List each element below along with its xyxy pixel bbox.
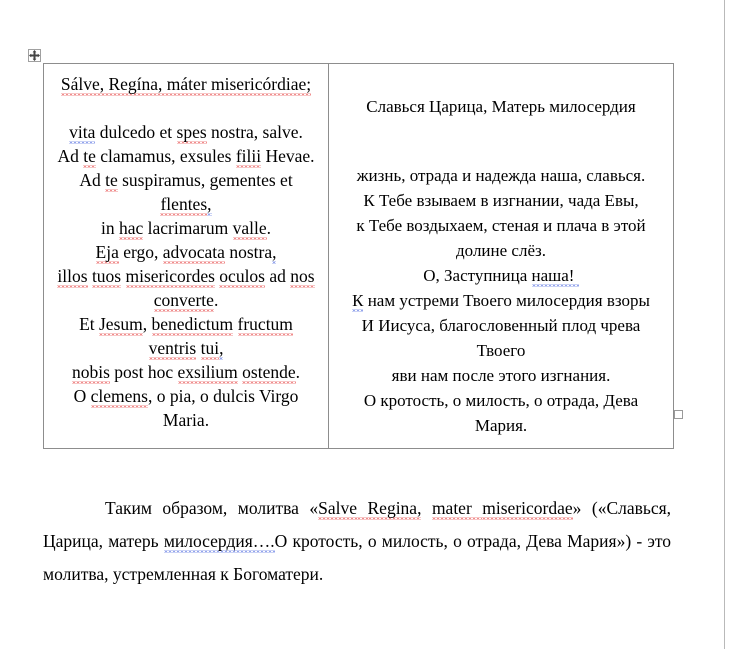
paragraph-segment-14: кротость,	[292, 531, 363, 551]
table-row	[44, 64, 674, 449]
latin-word-ventris: ventris	[148, 338, 197, 358]
latin-line-10: converte.	[153, 290, 219, 310]
russian-line-4: К Тебе взываем в изгнании, чада Евы,	[363, 191, 639, 210]
latin-line-3: vita dulcedo et spes nostra, salve.	[69, 122, 303, 142]
russian-line-2-blank	[335, 119, 667, 141]
latin-word-illos: illos	[57, 266, 88, 286]
russian-line-1: Славься Царица, Матерь милосердия	[366, 97, 636, 116]
latin-word-nos: nos	[290, 266, 315, 286]
latin-word-te-2: te	[105, 170, 118, 190]
latin-word-te: te	[83, 146, 96, 166]
russian-line-9: И Иисуса, благословенный плод чрева	[361, 316, 641, 335]
paragraph-segment-10: Царица,	[43, 531, 104, 551]
latin-word-exsilium: exsilium	[177, 362, 238, 382]
latin-word-valle: valle	[232, 218, 267, 238]
latin-line-1	[50, 72, 322, 96]
russian-line-0-blank	[335, 72, 667, 94]
paragraph-segment-1: Таким образом, молитва «	[105, 498, 319, 518]
russian-line-12: О кротость, о милость, о отрада, Дева	[363, 391, 639, 410]
russian-line-10: Твоего	[476, 341, 526, 360]
latin-line-14: O clemens, o pia, o dulcis Virgo	[73, 386, 299, 406]
latin-word-jesum: Jesum	[99, 314, 143, 334]
paragraph-latin-regina: Regina,	[367, 498, 422, 518]
paragraph-space-1	[357, 498, 367, 520]
latin-line-6	[50, 192, 322, 216]
latin-line-15: Maria.	[162, 410, 210, 430]
latin-line-2-blank	[50, 96, 322, 120]
latin-line-5: Ad te suspiramus, gementes et	[79, 170, 293, 190]
prayer-table	[43, 63, 674, 449]
paragraph-segment-13: О	[274, 531, 288, 551]
body-paragraph[interactable]	[43, 492, 671, 591]
paragraph-latin-mater: mater	[431, 498, 472, 518]
latin-line-11: Et Jesum, benedictum fructum	[79, 314, 293, 334]
latin-word-filii: filii	[235, 146, 262, 166]
table-cell-russian[interactable]	[329, 64, 674, 449]
russian-line-13: Мария.	[474, 416, 528, 435]
latin-line-13: nobis post hoc exsilium ostende.	[71, 362, 300, 382]
russian-line-8: К нам устреми Твоего милосердия взоры	[352, 291, 650, 310]
paragraph-segment-15: о	[367, 531, 377, 551]
latin-word-clemens: clemens	[90, 386, 148, 406]
paragraph-latin-salve: Salve	[318, 498, 358, 518]
latin-word-hac: hac	[118, 218, 144, 238]
move-cross-icon	[29, 50, 40, 61]
russian-word-nasha: наша!	[531, 266, 579, 285]
latin-word-benedictum: benedictum	[151, 314, 234, 334]
latin-comma-1: ,	[207, 194, 212, 214]
paragraph-segment-20: Мария»)	[567, 531, 632, 551]
latin-word-oculos: oculos	[219, 266, 265, 286]
paragraph-segment-21: - это молитва, устремленная к Богоматери.	[43, 531, 672, 584]
table-move-handle[interactable]	[28, 49, 41, 62]
latin-line-12	[50, 336, 322, 360]
latin-word-misericordes: misericordes	[125, 266, 215, 286]
table-cell-latin[interactable]	[44, 64, 329, 449]
russian-line-7: О, Заступница наша!	[423, 266, 579, 285]
russian-line-5: к Тебе воздыхаем, стеная и плача в этой	[356, 216, 646, 235]
latin-word-advocata: advocata	[162, 242, 225, 262]
russian-line-11: яви нам после этого изгнания.	[391, 366, 611, 385]
latin-word-nobis: nobis	[71, 362, 110, 382]
russian-word-k: К	[352, 291, 364, 310]
latin-word-converte: converte	[153, 290, 214, 310]
russian-line-2b-blank	[335, 141, 667, 163]
latin-word-vita: vita	[69, 122, 96, 142]
latin-line-7: in hac lacrimarum valle.	[100, 218, 272, 238]
latin-word-eja: Eja	[95, 242, 119, 262]
page-right-edge	[724, 0, 725, 649]
paragraph-segment-18: отрада,	[467, 531, 521, 551]
paragraph-segment-16: милость,	[381, 531, 448, 551]
latin-word-fructum: fructum	[237, 314, 293, 334]
latin-comma-3: ,	[219, 338, 224, 358]
paragraph-segment-9: » («Славься,	[572, 498, 672, 518]
latin-word-tui: tui	[200, 338, 220, 358]
latin-line-9: illos tuos misericordes oculos ad nos	[57, 266, 315, 286]
paragraph-segment-11: матерь	[108, 531, 159, 551]
latin-word-spes: spes	[176, 122, 207, 142]
russian-line-6: долине слёз.	[456, 241, 546, 260]
paragraph-segment-19: Дева	[526, 531, 562, 551]
latin-word-flentes: flentes	[160, 194, 208, 214]
paragraph-space-2	[472, 498, 482, 520]
paragraph-segment-17: о	[453, 531, 462, 551]
latin-word-tuos: tuos	[91, 266, 122, 286]
latin-line-4: Ad te clamamus, exsules filii Hevae.	[57, 146, 315, 166]
latin-comma-2: ,	[272, 242, 277, 262]
paragraph-latin-misericordae: misericordae	[482, 498, 573, 518]
paragraph-word-miloserdiya: милосердия….	[163, 531, 275, 551]
latin-word-ostende: ostende	[242, 362, 296, 382]
latin-line-8: Eja ergo, advocata nostra,	[95, 242, 277, 262]
latin-line-1-text: Sálve, Regína, máter misericórdiae;	[60, 74, 312, 94]
table-resize-handle[interactable]	[674, 410, 683, 419]
russian-line-3: жизнь, отрада и надежда наша, славься.	[356, 166, 646, 185]
russian-prayer-text	[329, 64, 673, 448]
latin-prayer-text	[44, 64, 328, 442]
